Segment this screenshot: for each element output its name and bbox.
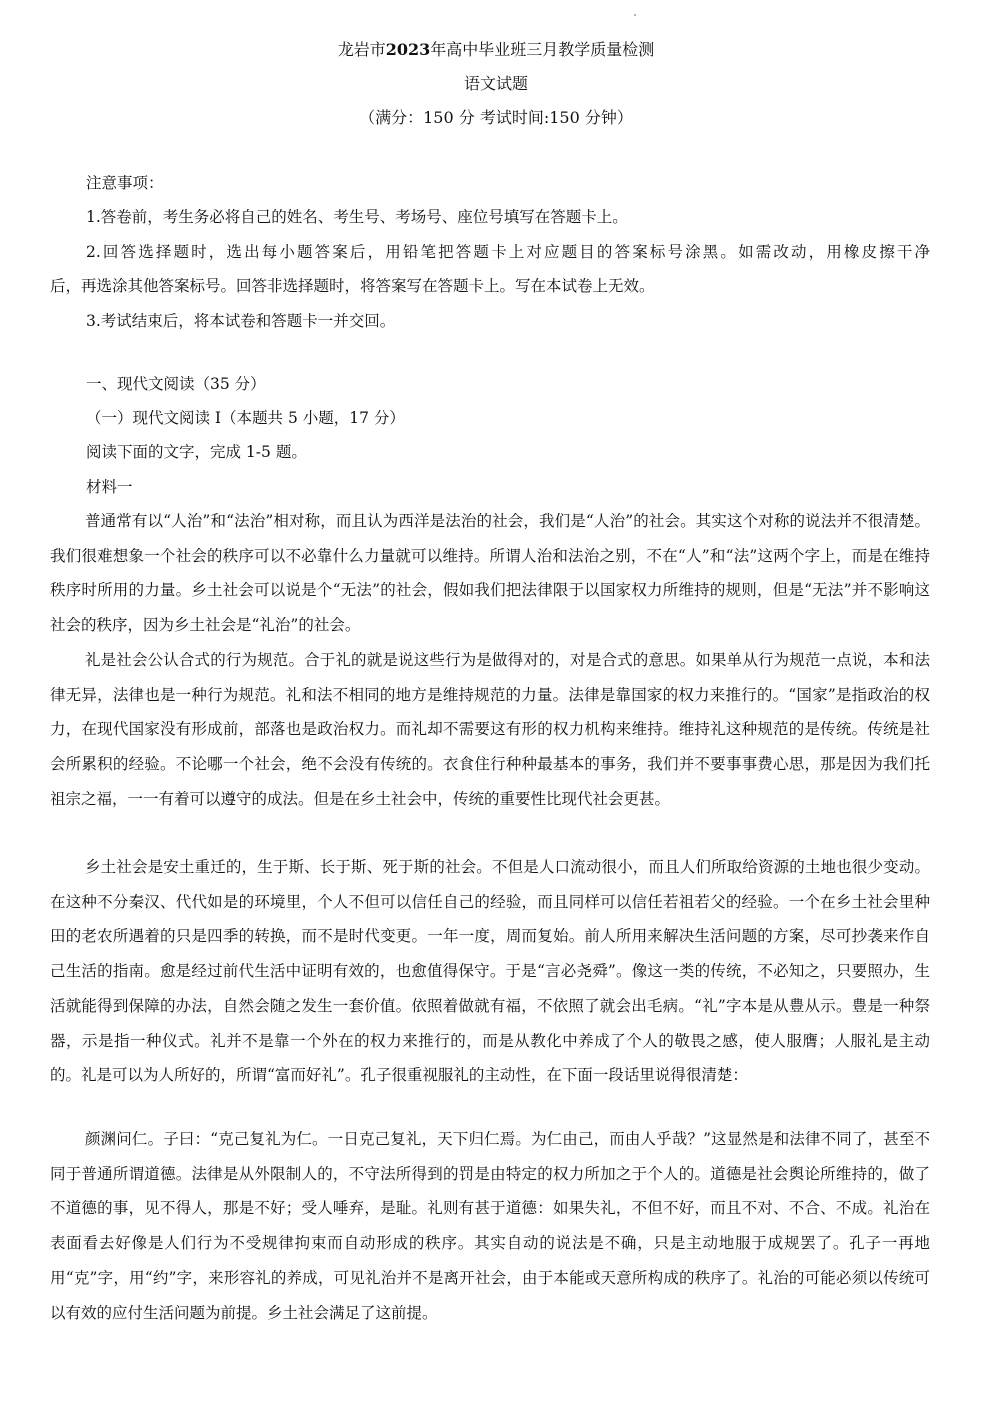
exam-title bbox=[0, 40, 992, 60]
notice-item-1: 1.答卷前，考生务必将自己的姓名、考生号、考场号、座位号填写在答题卡上。 bbox=[86, 208, 628, 226]
notice-item-3: 3.考试结束后，将本试卷和答题卡一并交回。 bbox=[86, 312, 396, 330]
scan-dot bbox=[634, 14, 636, 16]
title-suffix: 年高中毕业班三月教学质量检测 bbox=[430, 40, 655, 59]
material-label: 材料一 bbox=[86, 478, 133, 496]
notice-item-2-line-2: 后，再选涂其他答案标号。回答非选择题时，将答案写在答题卡上。写在本试卷上无效。 bbox=[50, 277, 655, 295]
title-year: 2023 bbox=[385, 40, 431, 59]
title-prefix: 龙岩市 bbox=[337, 40, 386, 59]
reading-instruction: 阅读下面的文字，完成 1-5 题。 bbox=[86, 443, 307, 461]
exam-subtitle: 语文试题 bbox=[463, 74, 528, 93]
notice-heading: 注意事项： bbox=[86, 174, 164, 192]
section-subheading: （一）现代文阅读 I（本题共 5 小题，17 分） bbox=[86, 409, 405, 427]
material-paragraph-1: 普通常有以“人治”和“法治”相对称，而且认为西洋是法治的社会，我们是“人治”的社会。其实这个对称的说法并不很清楚。我们很难想象一个社会的秩序可以不必靠什么力量就可以维持。所谓人治和法治之别，不在“人”和“法”这两个字上，而是在维持秩序时所用的力量。乡土社会可以说是个“无法”的社会，假如我们把法律限于以国家权力所维持的规则，但是“无法”并不影响这社会的秩序，因为乡土社会是“礼治”的社会。 bbox=[50, 512, 930, 635]
section-heading: 一、现代文阅读（35 分） bbox=[86, 375, 266, 393]
notice-item-2-line-1: 2.回答选择题时，选出每小题答案后，用铅笔把答题卡上对应题目的答案标号涂黑。如需改动，用橡皮擦干净 bbox=[86, 243, 930, 261]
score-info: （满分：150 分 考试时间:150 分钟） bbox=[359, 108, 633, 127]
material-paragraph-3: 乡土社会是安土重迁的，生于斯、长于斯、死于斯的社会。不但是人口流动很小，而且人们所取给资源的土地也很少变动。在这种不分秦汉、代代如是的环境里，个人不但可以信任自己的经验，而且同样可以信任若祖若父的经验。一个在乡土社会里种田的老农所遇着的只是四季的转换，而不是时代变更。一年一度，周而复始。前人所用来解决生活问题的方案，尽可抄袭来作自己生活的指南。愈是经过前代生活中证明有效的，也愈值得保守。于是“言必尧舜”。像这一类的传统，不必知之，只要照办，生活就能得到保障的办法，自然会随之发生一套价值。依照着做就有福，不依照了就会出毛病。“礼”字本是从豊从示。豊是一种祭器，示是指一种仪式。礼并不是靠一个外在的权力来推行的，而是从教化中养成了个人的敬畏之感，使人服膺；人服礼是主动的。礼是可以为人所好的，所谓“富而好礼”。孔子很重视服礼的主动性，在下面一段话里说得很清楚： bbox=[50, 858, 930, 1085]
material-paragraph-2: 礼是社会公认合式的行为规范。合于礼的就是说这些行为是做得对的，对是合式的意思。如果单从行为规范一点说，本和法律无异，法律也是一种行为规范。礼和法不相同的地方是维持规范的力量。法律是靠国家的权力来推行的。“国家”是指政治的权力，在现代国家没有形成前，部落也是政治权力。而礼却不需要这有形的权力机构来维持。维持礼这种规范的是传统。传统是社会所累积的经验。不论哪一个社会，绝不会没有传统的。衣食住行种种最基本的事务，我们并不要事事费心思，那是因为我们托祖宗之福，一一有着可以遵守的成法。但是在乡土社会中，传统的重要性比现代社会更甚。 bbox=[50, 651, 930, 808]
material-paragraph-4: 颜渊问仁。子曰：“克己复礼为仁。一日克己复礼，天下归仁焉。为仁由己，而由人乎哉？”这显然是和法律不同了，甚至不同于普通所谓道德。法律是从外限制人的，不守法所得到的罚是由特定的权力所加之于个人的。道德是社会舆论所维持的，做了不道德的事，见不得人，那是不好；受人唾弃，是耻。礼则有甚于道德：如果失礼，不但不好，而且不对、不合、不成。礼治在表面看去好像是人们行为不受规律拘束而自动形成的秩序。其实自动的说法是不确，只是主动地服于成规罢了。孔子一再地用“克”字，用“约”字，来形容礼的养成，可见礼治并不是离开社会，由于本能或天意所构成的秩序了。礼治的可能必须以传统可以有效的应付生活问题为前提。乡土社会满足了这前提。 bbox=[50, 1130, 930, 1322]
